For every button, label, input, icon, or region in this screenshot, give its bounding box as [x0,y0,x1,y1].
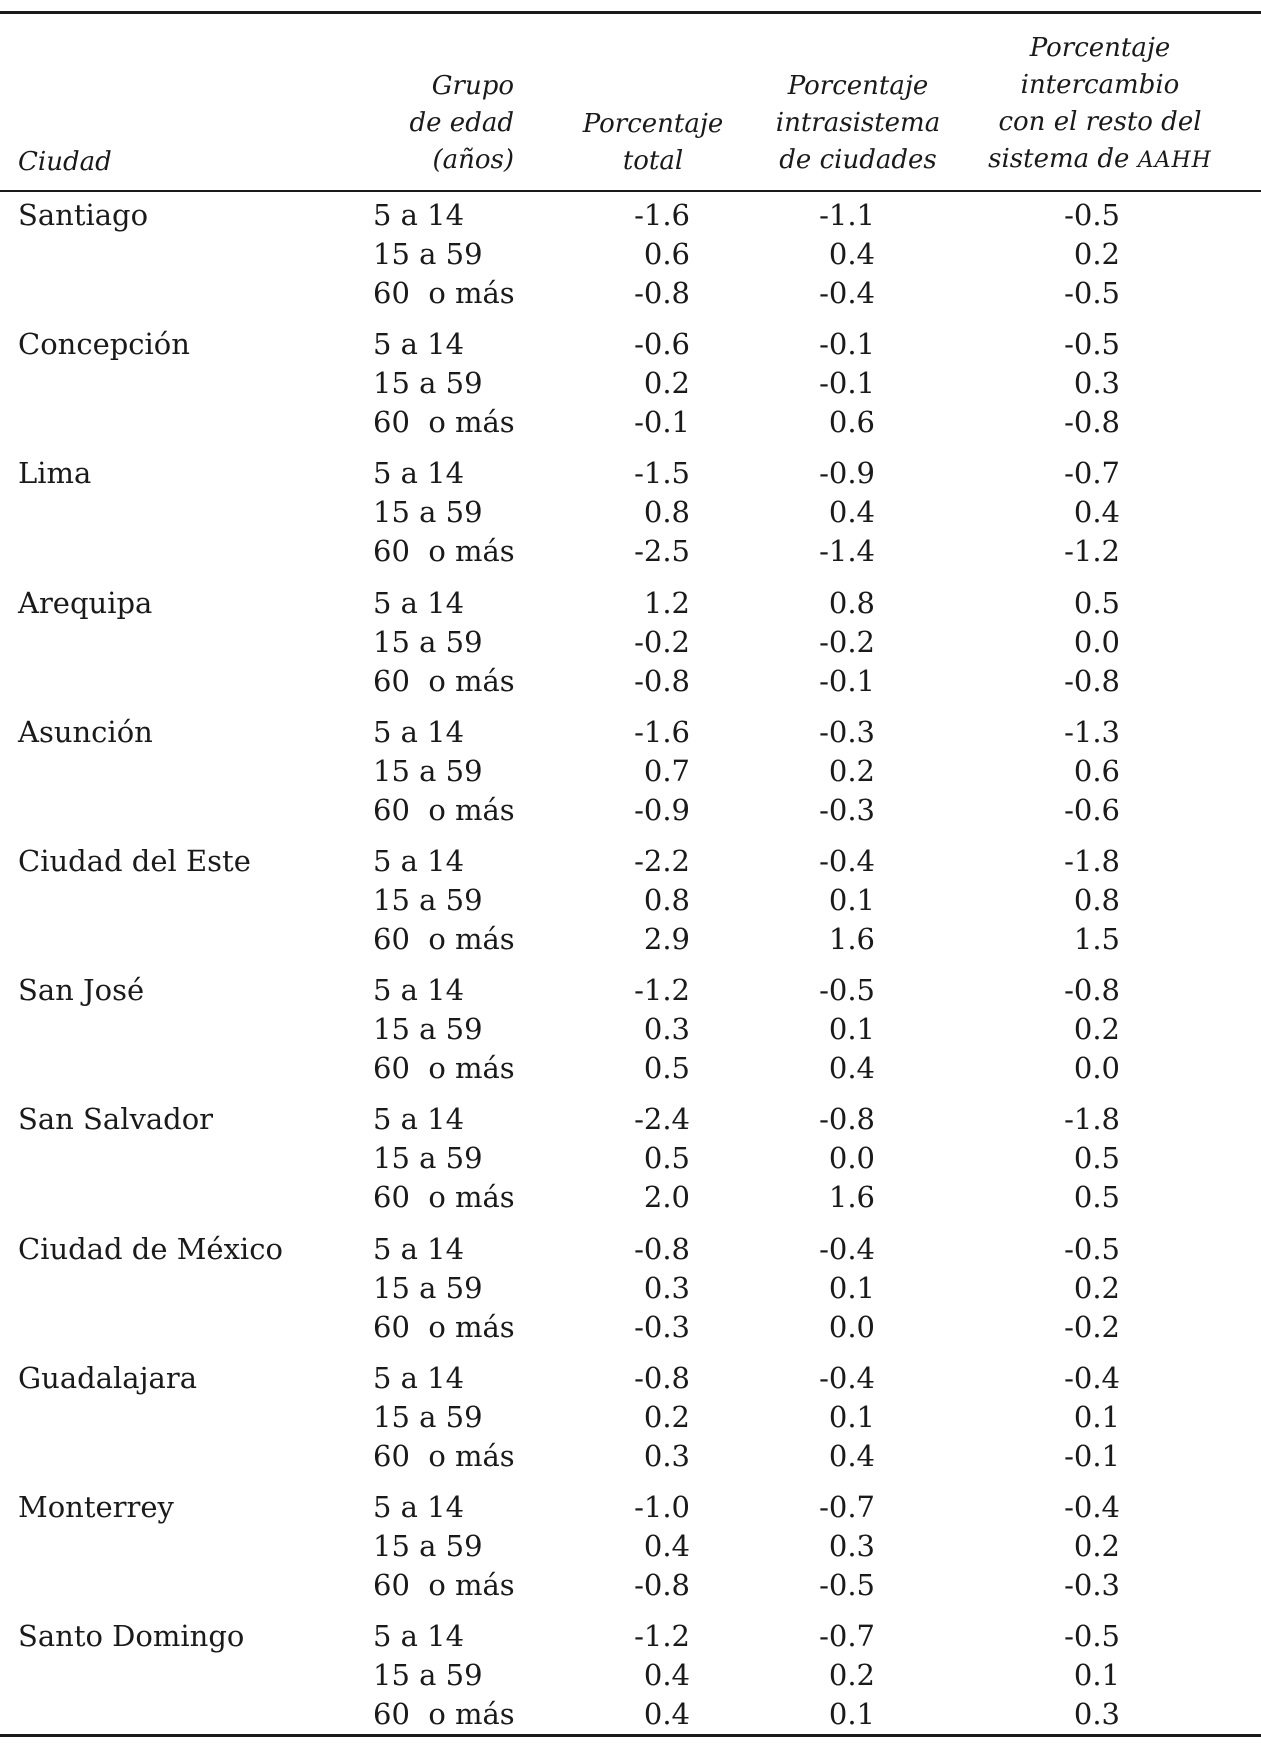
exchange-pct-cell: -0.4 [1064,1360,1120,1395]
intra-pct-cell: 1.6 [828,922,875,956]
table-row [0,623,1261,662]
exchange-pct-cell: 0.2 [1073,1012,1120,1047]
total-pct-cell: -0.3 [634,1309,690,1344]
age-group-cell: 15 a 59 [373,624,483,659]
age-group-cell: 15 a 59 [373,753,483,788]
table-top-rule [0,11,1261,14]
intra-pct-cell: -0.1 [819,327,875,362]
table-row [0,235,1261,274]
age-group-cell: 60 o más [373,1051,515,1086]
total-pct-cell: -0.1 [634,405,690,440]
city-group [0,1100,1261,1217]
age-group-cell: 5 a 14 [373,1619,465,1654]
total-pct-cell: -1.6 [634,714,690,749]
city-name: San Salvador [18,1102,214,1137]
header-inter-line-1: Porcentaje [1029,33,1171,63]
city-name: Asunción [18,714,153,749]
age-group-cell: 5 a 14 [373,456,465,491]
exchange-pct-cell: -0.5 [1064,198,1120,232]
age-group-cell: 5 a 14 [373,973,465,1008]
total-pct-cell: 0.4 [643,1529,690,1563]
total-pct-cell: 0.6 [643,237,690,271]
total-pct-cell: -2.2 [634,844,690,878]
exchange-pct-cell: -0.6 [1064,792,1120,827]
exchange-pct-cell: -0.4 [1064,1490,1120,1524]
intra-pct-cell: 0.2 [828,1658,875,1693]
intra-pct-cell: 0.1 [828,1012,875,1047]
city-group [0,971,1261,1088]
intra-pct-cell: 0.1 [828,1399,875,1434]
table-row [0,403,1261,442]
exchange-pct-cell: 0.3 [1073,366,1120,401]
total-pct-cell: -2.4 [634,1102,690,1137]
total-pct-cell: 0.4 [643,1697,690,1732]
age-group-cell: 5 a 14 [373,1231,465,1266]
city-name: Santo Domingo [18,1619,245,1654]
age-group-cell: 5 a 14 [373,1360,465,1395]
table-row [0,1359,1261,1398]
exchange-pct-cell: -0.8 [1064,973,1120,1008]
table-row [0,842,1261,881]
table-row [0,881,1261,920]
exchange-pct-cell: -1.3 [1064,714,1120,749]
table-row [0,1230,1261,1269]
age-group-cell: 60 o más [373,792,515,827]
intra-pct-cell: 0.1 [828,883,875,917]
table-row [0,1139,1261,1178]
exchange-pct-cell: 0.2 [1073,237,1120,271]
table-row [0,1488,1261,1527]
age-group-cell: 5 a 14 [373,327,465,362]
age-group-cell: 60 o más [373,663,515,698]
table-bottom-rule [0,1734,1261,1737]
age-group-cell: 5 a 14 [373,1102,465,1137]
total-pct-cell: -1.0 [634,1490,690,1524]
age-group-cell: 60 o más [373,276,515,310]
exchange-pct-cell: -1.8 [1064,844,1120,878]
city-group [0,454,1261,571]
intra-pct-cell: -0.4 [819,276,875,310]
header-age-group [394,68,514,179]
intra-pct-cell: 0.8 [828,585,875,620]
exchange-pct-cell: 0.0 [1073,1051,1120,1086]
total-pct-cell: -0.8 [634,1360,690,1395]
city-name: Monterrey [18,1490,174,1524]
table-row [0,325,1261,364]
total-pct-cell: -0.8 [634,1568,690,1602]
age-group-cell: 15 a 59 [373,1658,483,1693]
city-name: Ciudad del Este [18,844,251,878]
exchange-pct-cell: 0.5 [1073,1141,1120,1176]
intra-pct-cell: 0.4 [828,1051,875,1086]
header-exchange-percentage [960,30,1240,179]
table-row [0,662,1261,701]
total-pct-cell: 0.4 [643,1658,690,1693]
table-row [0,274,1261,313]
age-group-cell: 60 o más [373,1180,515,1215]
total-pct-cell: -1.2 [634,973,690,1008]
city-group [0,1488,1261,1605]
table-row [0,532,1261,571]
table-row [0,713,1261,752]
intra-pct-cell: 0.4 [828,1438,875,1473]
age-group-cell: 5 a 14 [373,844,465,878]
table-row [0,1398,1261,1437]
exchange-pct-cell: 0.5 [1073,585,1120,620]
age-group-cell: 15 a 59 [373,237,483,271]
intra-pct-cell: -0.4 [819,1231,875,1266]
age-group-cell: 15 a 59 [373,1529,483,1563]
age-group-cell: 15 a 59 [373,883,483,917]
age-group-cell: 15 a 59 [373,1270,483,1305]
total-pct-cell: -1.5 [634,456,690,491]
total-pct-cell: -2.5 [634,534,690,569]
age-group-cell: 15 a 59 [373,495,483,530]
table-row [0,791,1261,830]
intra-pct-cell: -0.3 [819,792,875,827]
total-pct-cell: 0.8 [643,883,690,917]
intra-pct-cell: -0.7 [819,1619,875,1654]
table-row [0,1527,1261,1566]
age-group-cell: 5 a 14 [373,714,465,749]
exchange-pct-cell: -0.8 [1064,663,1120,698]
city-name: San José [18,973,145,1008]
table-row [0,364,1261,403]
exchange-pct-cell: -0.8 [1064,405,1120,440]
intra-pct-cell: -0.5 [819,1568,875,1602]
exchange-pct-cell: -0.5 [1064,276,1120,310]
intra-pct-cell: 0.0 [828,1309,875,1344]
city-name: Lima [18,456,92,491]
header-intra-line-2: intrasistema [775,108,941,138]
table-row [0,1010,1261,1049]
table-row [0,752,1261,791]
header-intrasystem-percentage [748,68,968,179]
intra-pct-cell: -0.4 [819,844,875,878]
header-inter-prefix: sistema de [988,144,1138,174]
intra-pct-cell: -0.5 [819,973,875,1008]
total-pct-cell: -0.8 [634,276,690,310]
exchange-pct-cell: 0.1 [1073,1399,1120,1434]
age-group-cell: 5 a 14 [373,198,465,232]
exchange-pct-cell: 0.8 [1073,883,1120,917]
header-total-percentage [578,106,728,180]
exchange-pct-cell: 0.0 [1073,624,1120,659]
header-city [18,144,112,181]
age-group-cell: 15 a 59 [373,1399,483,1434]
header-intra-line-1: Porcentaje [787,71,929,101]
header-inter-abbr: AAHH [1137,148,1212,173]
total-pct-cell: -0.8 [634,1231,690,1266]
city-group [0,1617,1261,1734]
city-name: Guadalajara [18,1360,197,1395]
exchange-pct-cell: -0.5 [1064,327,1120,362]
exchange-pct-cell: 0.1 [1073,1658,1120,1693]
exchange-pct-cell: 0.2 [1073,1270,1120,1305]
intra-pct-cell: 0.2 [828,753,875,788]
exchange-pct-cell: -0.7 [1064,456,1120,491]
age-group-cell: 60 o más [373,1309,515,1344]
total-pct-cell: -1.6 [634,198,690,232]
intra-pct-cell: -0.1 [819,663,875,698]
intra-pct-cell: -1.1 [819,198,875,232]
header-city-line: Ciudad [18,147,112,177]
table-row [0,493,1261,532]
total-pct-cell: -0.2 [634,624,690,659]
header-total-line-2: total [622,146,684,176]
exchange-pct-cell: -1.8 [1064,1102,1120,1137]
city-group [0,325,1261,442]
intra-pct-cell: 0.6 [828,405,875,440]
city-group [0,713,1261,830]
intra-pct-cell: -0.3 [819,714,875,749]
city-name: Santiago [18,198,149,232]
table-row [0,1308,1261,1347]
age-group-cell: 60 o más [373,922,515,956]
total-pct-cell: -0.9 [634,792,690,827]
intra-pct-cell: 0.1 [828,1270,875,1305]
total-pct-cell: 0.2 [643,366,690,401]
total-pct-cell: 2.0 [643,1180,690,1215]
city-group [0,584,1261,701]
intra-pct-cell: 0.3 [828,1529,875,1563]
age-group-cell: 60 o más [373,1697,515,1732]
age-group-cell: 15 a 59 [373,1141,483,1176]
intra-pct-cell: -0.7 [819,1490,875,1524]
header-age-line-2: de edad [409,108,514,138]
table-row [0,1269,1261,1308]
age-group-cell: 15 a 59 [373,1012,483,1047]
table-row [0,1656,1261,1695]
header-age-line-3: (años) [432,145,514,175]
header-inter-line-4 [960,141,1240,179]
exchange-pct-cell: -0.5 [1064,1231,1120,1266]
intra-pct-cell: -0.9 [819,456,875,491]
intra-pct-cell: 0.4 [828,495,875,530]
exchange-pct-cell: -0.2 [1064,1309,1120,1344]
intra-pct-cell: 0.1 [828,1697,875,1732]
total-pct-cell: -0.6 [634,327,690,362]
total-pct-cell: 0.3 [643,1012,690,1047]
age-group-cell: 60 o más [373,1568,515,1602]
exchange-pct-cell: 0.2 [1073,1529,1120,1563]
header-intra-line-3: de ciudades [779,145,937,175]
header-rule [0,190,1261,192]
table-row [0,196,1261,235]
table-row [0,1566,1261,1605]
total-pct-cell: 0.5 [643,1141,690,1176]
age-group-cell: 5 a 14 [373,1490,465,1524]
exchange-pct-cell: 0.5 [1073,1180,1120,1215]
total-pct-cell: 0.3 [643,1438,690,1473]
table-row [0,920,1261,959]
intra-pct-cell: 0.0 [828,1141,875,1176]
table-row [0,1695,1261,1734]
intra-pct-cell: -1.4 [819,534,875,569]
city-group [0,842,1261,959]
table-row [0,1100,1261,1139]
table-row [0,454,1261,493]
age-group-cell: 15 a 59 [373,366,483,401]
total-pct-cell: 0.8 [643,495,690,530]
city-name: Ciudad de México [18,1231,283,1266]
header-inter-line-2: intercambio [1020,70,1180,100]
total-pct-cell: 0.7 [643,753,690,788]
age-group-cell: 5 a 14 [373,585,465,620]
intra-pct-cell: -0.4 [819,1360,875,1395]
table-row [0,1617,1261,1656]
city-group [0,1359,1261,1476]
header-age-line-1: Grupo [431,71,514,101]
exchange-pct-cell: 0.6 [1073,753,1120,788]
exchange-pct-cell: 1.5 [1073,922,1120,956]
total-pct-cell: 2.9 [643,922,690,956]
table-row [0,971,1261,1010]
city-group [0,196,1261,313]
total-pct-cell: 0.3 [643,1270,690,1305]
exchange-pct-cell: -0.1 [1064,1438,1120,1473]
exchange-pct-cell: -0.5 [1064,1619,1120,1654]
header-total-line-1: Porcentaje [582,109,724,139]
header-inter-line-3: con el resto del [998,107,1202,137]
exchange-pct-cell: 0.4 [1073,495,1120,530]
table-row [0,1049,1261,1088]
total-pct-cell: -0.8 [634,663,690,698]
intra-pct-cell: -0.1 [819,366,875,401]
table-row [0,1178,1261,1217]
age-group-cell: 60 o más [373,1438,515,1473]
total-pct-cell: 0.5 [643,1051,690,1086]
age-group-cell: 60 o más [373,534,515,569]
total-pct-cell: -1.2 [634,1619,690,1654]
total-pct-cell: 0.2 [643,1399,690,1434]
table-row [0,584,1261,623]
exchange-pct-cell: -0.3 [1064,1568,1120,1602]
exchange-pct-cell: 0.3 [1073,1697,1120,1732]
intra-pct-cell: -0.2 [819,624,875,659]
city-name: Arequipa [18,585,153,620]
table-row [0,1437,1261,1476]
city-name: Concepción [18,327,190,362]
intra-pct-cell: 1.6 [828,1180,875,1215]
age-group-cell: 60 o más [373,405,515,440]
exchange-pct-cell: -1.2 [1064,534,1120,569]
city-group [0,1230,1261,1347]
intra-pct-cell: -0.8 [819,1102,875,1137]
intra-pct-cell: 0.4 [828,237,875,271]
total-pct-cell: 1.2 [643,585,690,620]
